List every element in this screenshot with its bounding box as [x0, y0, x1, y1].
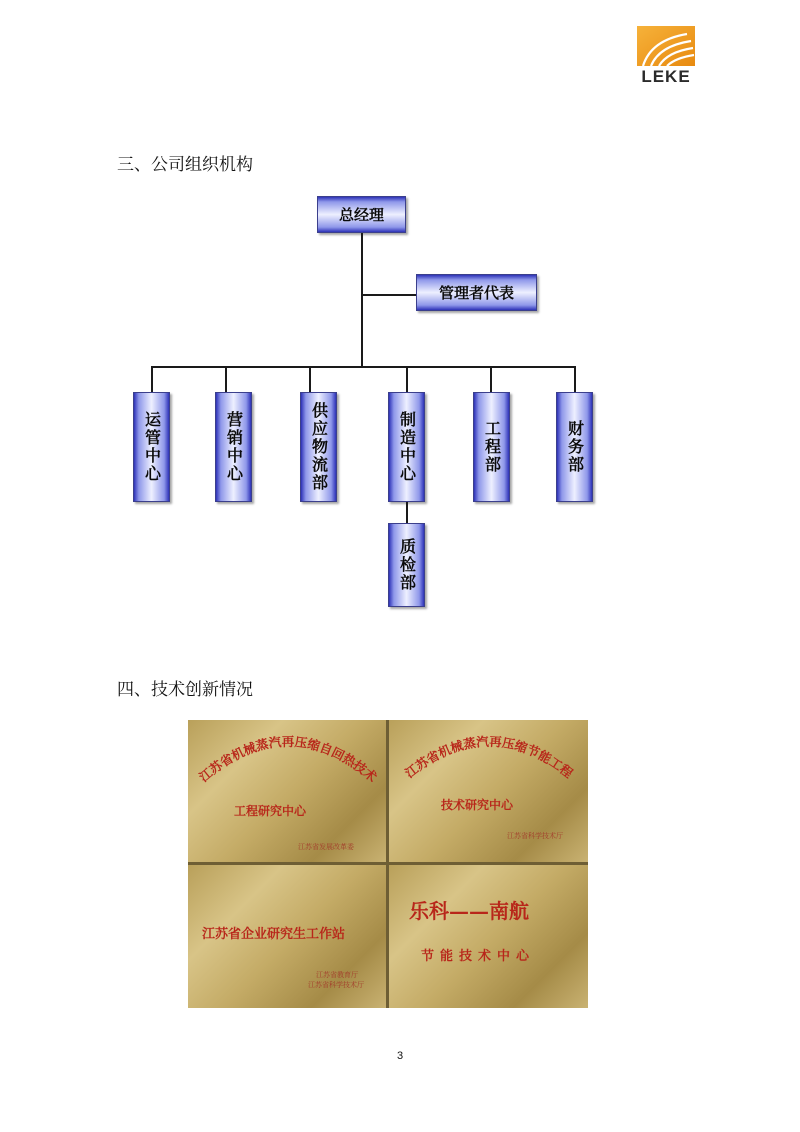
plaque-divider — [188, 862, 588, 865]
plaque-title: 乐科——南航 — [409, 899, 529, 923]
plaque-graduate-workstation — [188, 865, 386, 1008]
connector-line — [406, 502, 408, 524]
plaque-main-text: 节能技术中心 — [421, 949, 536, 964]
plaque-issuer: 江苏省教育厅 — [316, 971, 358, 979]
award-plaques-photo — [188, 720, 588, 1008]
plaque-main-text: 江苏省企业研究生工作站 — [202, 927, 346, 942]
org-box-label: 供应物流部 — [309, 402, 329, 492]
org-box-finance — [556, 392, 593, 502]
org-box-management-rep: 管理者代表 — [416, 274, 537, 311]
connector-line — [574, 366, 576, 393]
connector-line — [406, 366, 408, 393]
connector-line — [309, 366, 311, 393]
svg-text:江苏省机械蒸汽再压缩自回热技术: 江苏省机械蒸汽再压缩自回热技术 — [196, 734, 380, 785]
plaque-arc-text — [188, 720, 386, 790]
org-box-operations-center — [133, 392, 170, 502]
plaque-arc-text — [389, 720, 588, 790]
connector-line — [151, 366, 153, 393]
plaque-main-text: 技术研究中心 — [441, 798, 514, 812]
plaque-engineering-research-center — [188, 720, 386, 862]
logo-mark-icon — [637, 26, 695, 66]
connector-line — [361, 233, 363, 366]
plaque-issuer: 江苏省发展改革委 — [298, 843, 354, 851]
org-box-label: 营销中心 — [224, 411, 244, 483]
plaque-issuer: 江苏省科学技术厅 — [507, 832, 563, 840]
org-box-sales-center — [215, 392, 252, 502]
plaque-issuer: 江苏省科学技术厅 — [308, 981, 364, 989]
org-box-engineering — [473, 392, 510, 502]
section-heading-org: 三、公司组织机构 — [117, 155, 253, 175]
connector-line — [225, 366, 227, 393]
section-heading-tech: 四、技术创新情况 — [117, 680, 253, 700]
org-box-general-manager: 总经理 — [317, 196, 406, 233]
plaque-technology-research-center — [389, 720, 588, 862]
org-box-supply-logistics — [300, 392, 337, 502]
plaque-energy-saving-center — [389, 865, 588, 1008]
plaque-main-text: 工程研究中心 — [234, 804, 307, 818]
page-number: 3 — [396, 1050, 404, 1062]
connector-line — [490, 366, 492, 393]
org-box-label: 运管中心 — [142, 411, 162, 483]
org-box-label: 财务部 — [565, 420, 585, 474]
connector-line — [361, 294, 417, 296]
org-box-manufacturing-center — [388, 392, 425, 502]
org-box-quality-inspection — [388, 523, 425, 607]
org-box-label: 质检部 — [397, 538, 417, 592]
org-box-label: 制造中心 — [397, 411, 417, 483]
company-logo — [633, 26, 699, 90]
logo-text: LEKE — [641, 67, 691, 86]
org-box-label: 工程部 — [482, 420, 502, 474]
svg-text:江苏省机械蒸汽再压缩节能工程: 江苏省机械蒸汽再压缩节能工程 — [402, 733, 576, 781]
connector-line — [151, 366, 575, 368]
